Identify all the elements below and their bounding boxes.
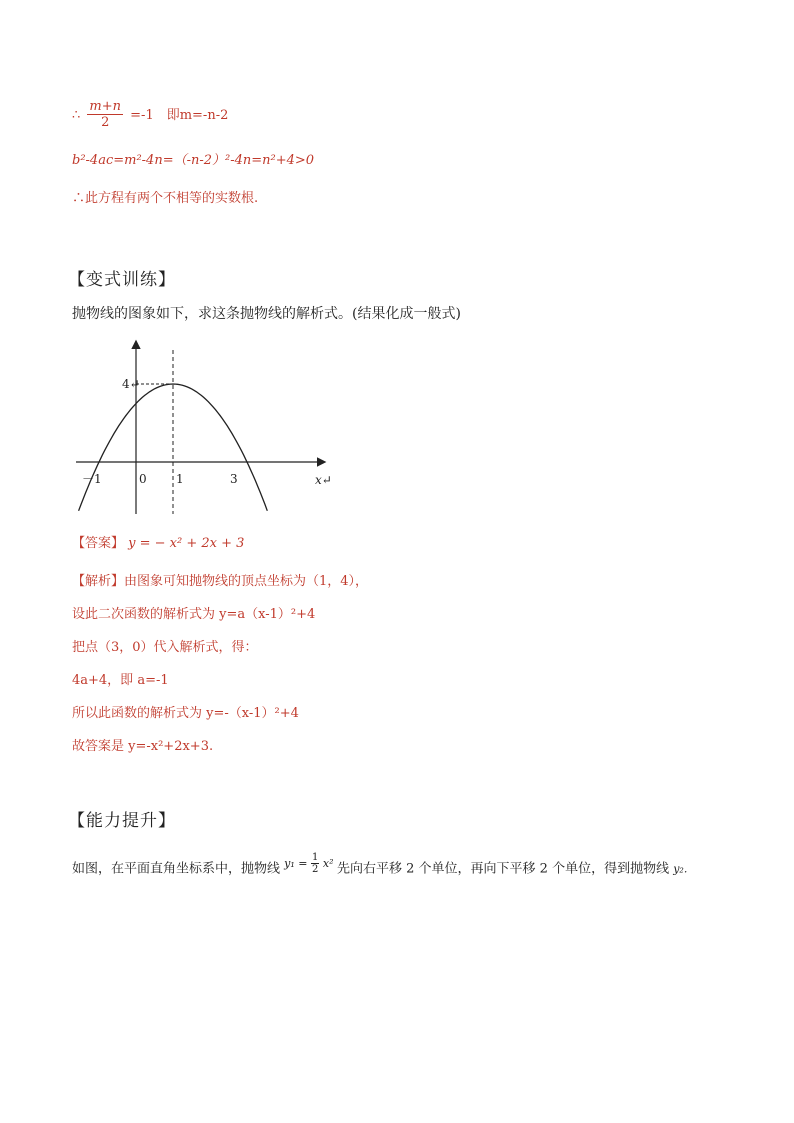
answer-tag: 【答案】 [72,536,125,551]
formula-y1-numerator: 1 [312,852,319,863]
ability-text-b: 先向右平移 2 个单位，再向下平移 2 个单位，得到抛物线 [337,861,670,877]
x-tick-neg1: －1 [82,472,102,486]
analysis-line-3: 把点（3，0）代入解析式，得： [72,640,258,655]
ability-heading: 【能力提升】 [68,811,176,831]
x-tick-0: 0 [139,472,147,486]
proof-line-2: b²-4ac=m²-4n=（-n-2）²-4n=n²+4>0 [72,153,315,168]
formula-y1-rhs: x² [322,856,334,870]
fraction-m-plus-n-over-2 [87,100,123,131]
fraction-denominator: 2 [101,115,110,130]
parabola-graph [72,338,342,518]
formula-y1-denominator: 2 [312,864,319,875]
analysis-line-4: 4a+4，即 a=-1 [72,673,169,688]
therefore-symbol: ∴ [72,108,81,123]
ability-question [72,852,687,877]
ability-text-a: 如图，在平面直角坐标系中，抛物线 [72,861,281,877]
variant-question: 抛物线的图象如下，求这条抛物线的解析式。(结果化成一般式) [72,306,461,322]
answer-line [72,532,244,551]
formula-y1-fraction [311,852,319,875]
y-tick-4: 4↵ [122,377,140,391]
x-tick-3: 3 [230,472,238,486]
analysis-line-1 [72,570,368,589]
analysis-line-2: 设此二次函数的解析式为 y=a（x-1）²+4 [72,607,316,622]
variant-heading: 【变式训练】 [68,270,176,290]
x-axis-label: x↵ [315,473,332,487]
formula-y1 [284,852,337,875]
analysis-line-6: 故答案是 y=-x²+2x+3. [72,739,214,754]
formula-y1-lhs: y₁ = [284,856,308,870]
answer-formula: y = − x² + 2x + 3 [128,536,245,551]
analysis-tag: 【解析】 [72,574,125,589]
analysis-text-1: 由图象可知抛物线的顶点坐标为（1，4）， [124,574,369,589]
x-tick-1: 1 [176,472,184,486]
proof-line-3: ∴此方程有两个不相等的实数根. [72,191,259,206]
proof-line-1-rest: =-1 即m=-n-2 [130,108,229,123]
proof-line-1 [72,100,228,131]
formula-y2: y₂. [673,862,688,876]
fraction-numerator: m+n [89,99,122,114]
analysis-line-5: 所以此函数的解析式为 y=-（x-1）²+4 [72,706,299,721]
